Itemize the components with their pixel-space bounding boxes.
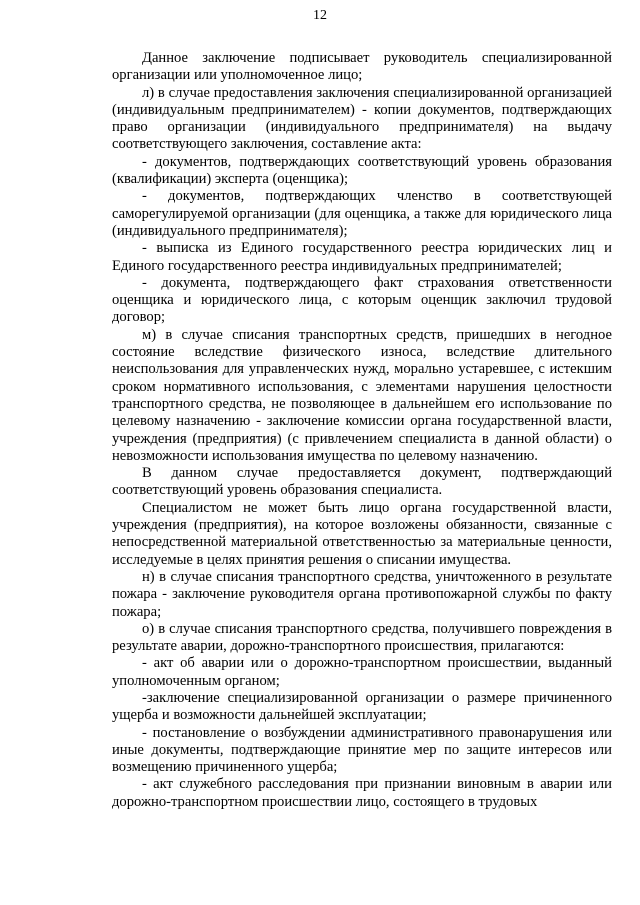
paragraph: Данное заключение подписывает руководитель специализированной организации или уполномоченное лицо; [112,50,612,84]
page-number: 12 [313,8,327,23]
paragraph: м) в случае списания транспортных средств, пришедших в негодное состояние вследствие физического износа, вследствие длительного неиспользования для управленческих нужд, морально устаревшее, с истекшим сроком нормативного использования, с элементами нарушения целостности транспортного средства, не позволяющее в дальнейшем его использование по целевому назначению - заключение комиссии органа государственной власти, учреждения (предприятия) (с привлечением специалиста в данной области) о невозможности использования имущества по целевому назначению. [112,326,612,464]
paragraph: - постановление о возбуждении административного правонарушения или иные документы, подтверждающие принятие мер по защите интересов или возмещению причиненного ущерба; [112,724,612,776]
paragraph: л) в случае предоставления заключения специализированной организацией (индивидуальным предпринимателем) - копии документов, подтверждающих право организации (индивидуального предпринимателя) на выдачу соответствующего заключения, составление акта: [112,84,612,153]
paragraph: н) в случае списания транспортного средства, уничтоженного в результате пожара - заключение руководителя органа противопожарной службы по факту пожара; [112,568,612,620]
paragraph: Специалистом не может быть лицо органа государственной власти, учреждения (предприятия), на которое возложены обязанности, связанные с непосредственной материальной ответственностью за материальные ценности, исследуемые в целях принятия решения о списании имущества. [112,499,612,568]
paragraph: В данном случае предоставляется документ, подтверждающий соответствующий уровень образования специалиста. [112,465,612,499]
paragraph: -заключение специализированной организации о размере причиненного ущерба и возможности дальнейшей эксплуатации; [112,689,612,724]
paragraph: о) в случае списания транспортного средства, получившего повреждения в результате аварии, дорожно-транспортного происшествия, прилагаются: [112,620,612,655]
paragraph: - выписка из Единого государственного реестра юридических лиц и Единого государственного реестра индивидуальных предпринимателей; [112,240,612,274]
paragraph: - акт служебного расследования при признании виновным в аварии или дорожно-транспортном происшествии лицо, состоящего в трудовых [112,776,612,810]
document-body [112,50,612,811]
paragraph: - документов, подтверждающих соответствующий уровень образования (квалификации) эксперта (оценщика); [112,153,612,188]
paragraph: - документов, подтверждающих членство в соответствующей саморегулируемой организации (для оценщика, а также для юридического лица (индивидуального предпринимателя); [112,188,612,239]
paragraph: - акт об аварии или о дорожно-транспортном происшествии, выданный уполномоченным органом; [112,655,612,689]
paragraph: - документа, подтверждающего факт страхования ответственности оценщика и юридического лица, с которым оценщик заключил трудовой договор; [112,274,612,326]
